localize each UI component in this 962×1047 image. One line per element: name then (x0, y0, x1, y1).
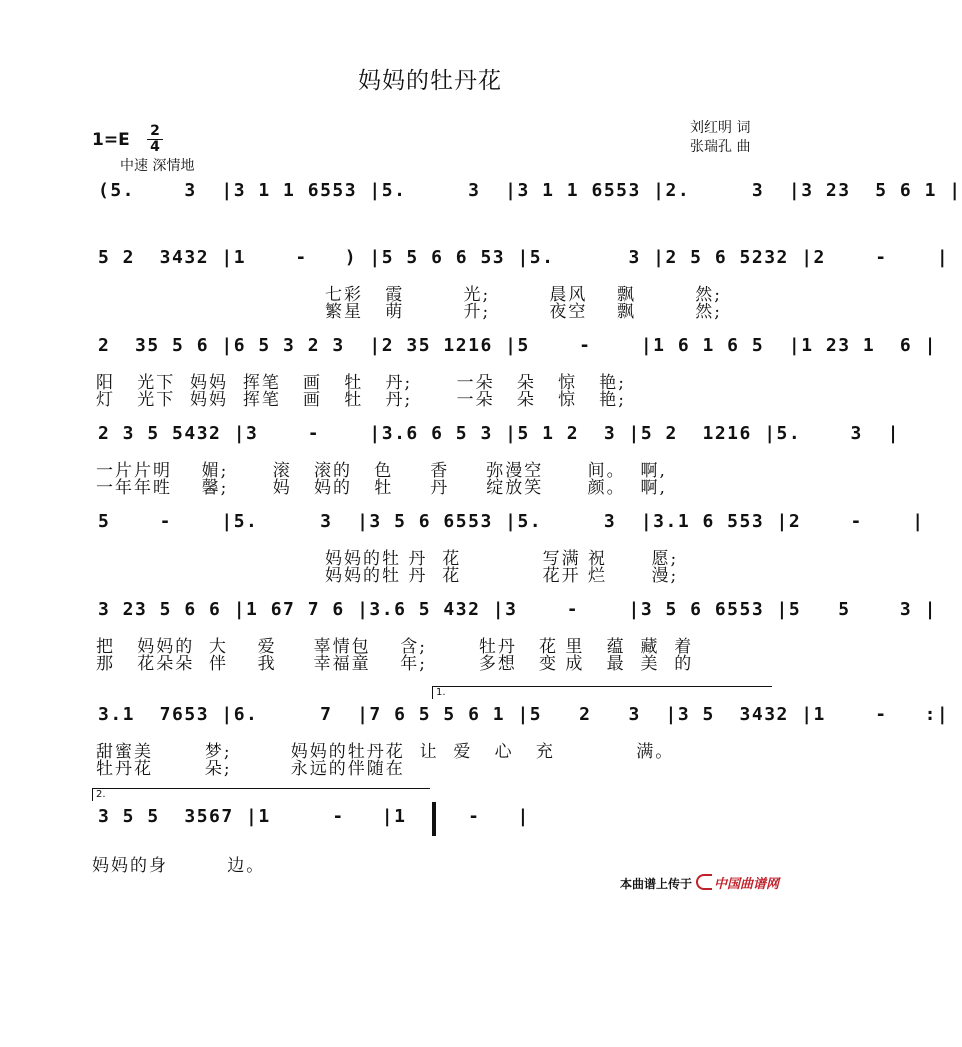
notes: 3 5 5 3567 |1 - |1 - | (98, 806, 530, 827)
meter-top: 2 (150, 123, 160, 139)
notes: 3.1 7653 |6. 7 |7 6 5 5 6 1 |5 2 3 |3 5 3432 |1 - :| (98, 704, 950, 725)
credits (690, 119, 750, 157)
lyric-line-2: 妈妈的牡 丹 花 花开 烂 漫; (325, 566, 679, 586)
page-title: 妈妈的牡丹花 (358, 68, 502, 94)
composer: 张瑞孔 曲 (690, 139, 751, 155)
staff-row-2 (0, 247, 950, 322)
first-ending: 1. (432, 686, 772, 699)
staff-row-3 (0, 335, 937, 410)
lyric-line-1: 甜蜜美 梦; 妈妈的牡丹花 让 爱 心 充 满。 (96, 742, 675, 762)
lyric-line-2: 繁星 萌 升; 夜空 飘 然; (325, 302, 722, 322)
lyric-line-2: 一年年甠 馨; 妈 妈的 牡 丹 绽放笑 颜。 啊, (96, 478, 667, 498)
lyric-line-2: 牡丹花 朵; 永远的伴随在 (96, 759, 405, 779)
staff-row-5 (0, 511, 925, 586)
lyric-line-1: 妈妈的牡 丹 花 写满 祝 愿; (325, 549, 679, 569)
notes: 2 3 5 5432 |3 - |3.6 6 5 3 |5 1 2 3 |5 2 1216 |5. 3 | (98, 423, 900, 444)
lyric-line-1: 七彩 霞 光; 晨风 飘 然; (325, 285, 722, 305)
lyric-line-1: 一片片明 媚; 滚 滚的 色 香 弥漫空 间。 啊, (96, 461, 667, 481)
key-signature: 1=E (92, 130, 130, 150)
lyricist: 刘红明 词 (690, 120, 751, 136)
second-ending: 2. (92, 788, 430, 801)
site-logo-icon (696, 874, 712, 890)
footer-brand[interactable]: 中国曲谱网 (714, 877, 780, 892)
footer-credit (620, 873, 779, 892)
notes: 3 23 5 6 6 |1 67 7 6 |3.6 5 432 |3 - |3 5 6 6553 |5 5 3 | (98, 599, 937, 620)
notes: 2 35 5 6 |6 5 3 2 3 |2 35 1216 |5 - |1 6 1 6 5 |1 23 1 6 | (98, 335, 937, 356)
staff-row-7 (0, 687, 950, 779)
footer-text: 本曲谱上传于 (620, 877, 693, 891)
final-barline (432, 802, 436, 836)
staff-row-1 (0, 180, 962, 214)
lyric-line-2: 灯 光下 妈妈 挥笔 画 牡 丹; 一朵 朵 惊 艳; (96, 390, 626, 410)
lyric-line-1: 妈妈的身 边。 (92, 856, 266, 876)
notes: (5. 3 |3 1 1 6553 |5. 3 |3 1 1 6553 |2. 3 |3 23 5 6 1 | (98, 180, 962, 201)
staff-row-6 (0, 599, 937, 674)
notes: 5 2 3432 |1 - ) |5 5 6 6 53 |5. 3 |2 5 6 5232 |2 - | (98, 247, 950, 268)
staff-row-4 (0, 423, 900, 498)
staff-row-8 (0, 789, 860, 876)
lyric-line-2: 那 花朵朵 伴 我 幸福童 年; 多想 变 成 最 美 的 (96, 654, 694, 674)
lyric-line-1: 把 妈妈的 大 爱 辜情包 含; 牡丹 花 里 蕴 藏 着 (96, 637, 694, 657)
meter-bottom: 4 (150, 139, 160, 155)
notes: 5 - |5. 3 |3 5 6 6553 |5. 3 |3.1 6 553 |2 - | (98, 511, 925, 532)
lyric-line-1: 阳 光下 妈妈 挥笔 画 牡 丹; 一朵 朵 惊 艳; (96, 373, 626, 393)
time-signature (147, 124, 163, 155)
tempo-marking: 中速 深情地 (120, 158, 195, 174)
